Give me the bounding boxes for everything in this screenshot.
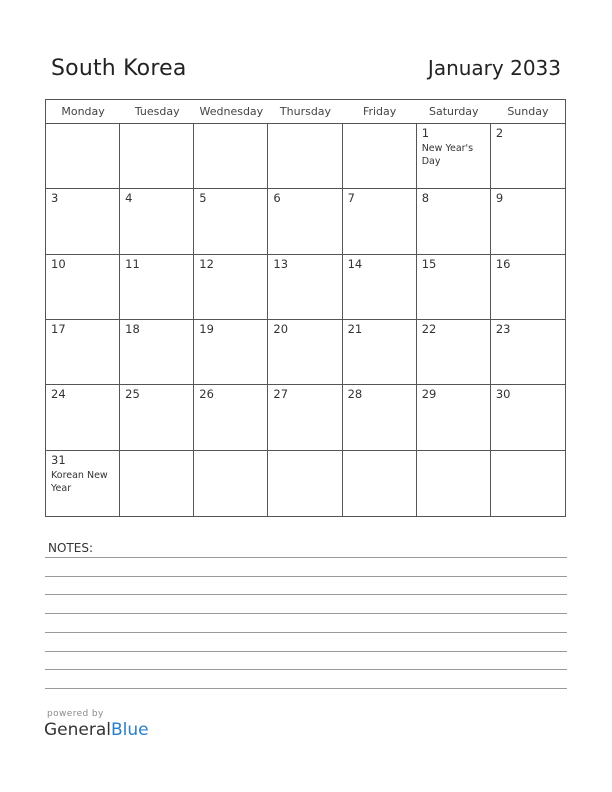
day-number: 23 — [495, 322, 511, 336]
day-number: 21 — [347, 322, 363, 336]
day-cell — [343, 255, 417, 320]
day-number: 17 — [51, 322, 66, 336]
notes-line — [45, 613, 567, 614]
day-number: 2 — [495, 126, 504, 140]
day-cell — [120, 320, 194, 385]
month-title: January 2033 — [427, 56, 561, 80]
day-cell — [120, 385, 194, 450]
day-cell — [268, 451, 342, 516]
day-number: 18 — [125, 322, 140, 336]
day-cell — [491, 451, 565, 516]
day-number: 13 — [273, 256, 289, 271]
day-cell — [268, 189, 342, 254]
calendar-body — [46, 124, 565, 516]
day-cell — [120, 189, 194, 254]
day-cell — [268, 124, 342, 189]
notes-label: NOTES: — [48, 541, 93, 555]
weekday-label: Tuesday — [134, 105, 180, 118]
holiday-label: New Year's Day — [421, 143, 474, 167]
weekday-label: Monday — [61, 105, 105, 118]
day-number: 22 — [421, 322, 437, 336]
day-cell — [417, 385, 491, 450]
country-title: South Korea — [51, 56, 187, 81]
day-number: 26 — [199, 387, 214, 402]
day-cell — [194, 124, 268, 189]
day-cell — [120, 124, 194, 189]
day-cell — [46, 320, 120, 385]
notes-line — [45, 576, 567, 577]
day-number: 24 — [51, 387, 66, 402]
notes-line — [45, 632, 567, 633]
day-cell — [417, 189, 491, 254]
weekday-header — [46, 100, 565, 124]
calendar-grid — [45, 99, 566, 517]
day-number: 28 — [347, 387, 363, 402]
notes-line — [45, 651, 567, 652]
day-number: 4 — [125, 191, 133, 206]
brand-blue: Blue — [111, 720, 149, 740]
day-number: 27 — [273, 387, 289, 402]
notes-line — [45, 688, 567, 689]
day-cell — [343, 451, 417, 516]
day-cell — [417, 255, 491, 320]
day-cell — [268, 385, 342, 450]
day-cell — [194, 189, 268, 254]
day-cell — [343, 124, 417, 189]
day-number: 11 — [125, 256, 140, 271]
day-number: 19 — [199, 322, 214, 336]
day-number: 29 — [421, 387, 437, 402]
holiday-label: Korean New Year — [51, 469, 108, 494]
day-number: 16 — [495, 256, 511, 271]
notes-line — [45, 557, 567, 558]
day-number: 12 — [199, 256, 214, 271]
weekday-label: Wednesday — [199, 105, 264, 118]
day-cell — [268, 320, 342, 385]
day-cell — [491, 189, 565, 254]
brand-logo — [44, 720, 149, 740]
day-number: 8 — [421, 191, 430, 206]
weekday-label: Friday — [362, 105, 397, 118]
day-cell — [194, 320, 268, 385]
day-cell — [46, 451, 120, 516]
day-number: 1 — [421, 126, 430, 140]
day-cell — [343, 189, 417, 254]
day-cell — [343, 385, 417, 450]
day-number: 14 — [347, 256, 363, 271]
day-cell — [491, 124, 565, 189]
day-cell — [417, 320, 491, 385]
day-cell — [46, 189, 120, 254]
day-number: 9 — [495, 191, 504, 206]
day-cell — [491, 320, 565, 385]
day-cell — [194, 451, 268, 516]
day-cell — [343, 320, 417, 385]
day-cell — [46, 124, 120, 189]
day-number: 3 — [51, 191, 59, 206]
day-number: 10 — [51, 256, 66, 271]
day-cell — [268, 255, 342, 320]
weekday-label: Sunday — [507, 105, 549, 118]
day-cell — [46, 385, 120, 450]
notes-line — [45, 594, 567, 595]
day-number: 7 — [347, 191, 355, 206]
day-cell — [491, 255, 565, 320]
brand-general: General — [44, 720, 111, 740]
day-cell — [46, 255, 120, 320]
day-number: 20 — [273, 322, 289, 336]
day-number: 25 — [125, 387, 140, 402]
day-number: 15 — [421, 256, 437, 271]
day-cell — [120, 255, 194, 320]
weekday-label: Thursday — [279, 105, 332, 118]
weekday-label: Saturday — [428, 105, 479, 118]
day-cell — [194, 385, 268, 450]
day-cell — [120, 451, 194, 516]
notes-line — [45, 669, 567, 670]
day-cell — [417, 124, 491, 189]
day-cell — [417, 451, 491, 516]
powered-by-text: powered by — [47, 709, 104, 719]
day-number: 31 — [51, 452, 66, 467]
day-cell — [491, 385, 565, 450]
day-cell — [194, 255, 268, 320]
day-number: 5 — [199, 191, 207, 206]
day-number: 30 — [495, 387, 511, 402]
day-number: 6 — [273, 191, 281, 206]
